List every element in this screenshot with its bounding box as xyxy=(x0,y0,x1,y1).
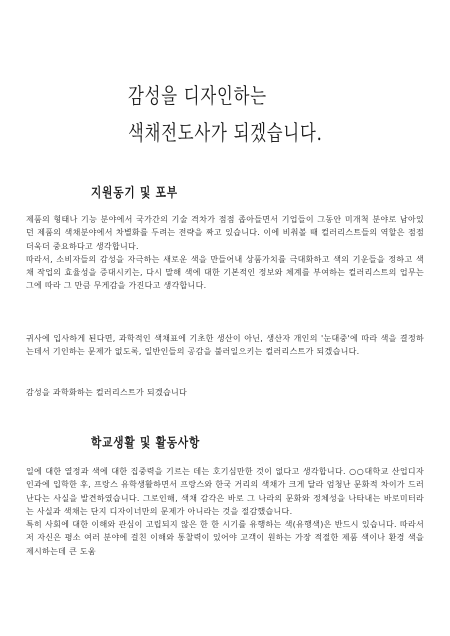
paragraph-motivation-2: 귀사에 입사하게 된다면, 과학적인 색채표에 기초한 생산이 아닌, 생산자 개인의 '눈대중'에 따라 색을 결정하는데서 기인하는 문제가 없도록, 일반인들의 공감을 불러일으키는 컬러리스트가 되겠습니다. xyxy=(26,334,424,357)
title-line-2: 색채전도사가 되겠습니다. xyxy=(128,121,323,145)
title-line-1: 감성을 디자인하는 xyxy=(128,84,267,108)
paragraph-motivation-3: 감성을 과학화하는 컬러리스트가 되겠습니다 xyxy=(26,388,188,397)
section-heading-motivation: 지원동기 및 포부 xyxy=(91,186,178,201)
paragraph-school-life-1: 일에 대한 열정과 색에 대한 집중력을 기르는 데는 호기심만한 것이 없다고 생각합니다. ○○대학교 산업디자인과에 입학한 후, 프랑스 유학생활하면서 프랑스와 한국 거리의 색채가 크게 달라 엄청난 문화적 차이가 드러난다는 사실을 발견하였습니다. 그로인해, 색채 감각은 바로 그 나라의 문화와 정체성을 나타내는 바로미터라는 사실과 색채는 단지 디자이너만의 문제가 아니라는 것을 절감했습니다. 특히 사회에 대한 이해와 관심이 고립되지 않은 한 한 시기를 유행하는 색(유행색)은 반드시 있습니다. 따라서 저 자신은 평소 여러 분야에 걸친 이해와 통찰력이 있어야 고객이 원하는 가장 적절한 제품 색이나 환경 색을 제시하는데 큰 도움 xyxy=(26,467,424,556)
section-heading-school-life: 학교생활 및 활동사항 xyxy=(91,436,201,451)
paragraph-motivation-1: 제품의 형태나 기능 분야에서 국가간의 기술 격차가 점점 좁아들면서 기업들이 그동안 미개척 분야로 남아있던 제품의 색채분야에서 차별화를 두려는 전략을 짜고 있습니다. 이에 비춰볼 때 컬러리스트들의 역할은 점점 더욱더 중요하다고 생각합니다. 따라서, 소비자들의 감성을 자극하는 새로운 색을 만들어내 상품가치를 극대화하고 색의 기운들을 정하고 색채 작업의 효율성을 증대시키는, 다시 말해 색에 대한 기본적인 정보와 체계를 부여하는 컬러리스트의 업무는 그에 따라 그 만큼 무게감을 가진다고 생각합니다. xyxy=(26,215,424,291)
